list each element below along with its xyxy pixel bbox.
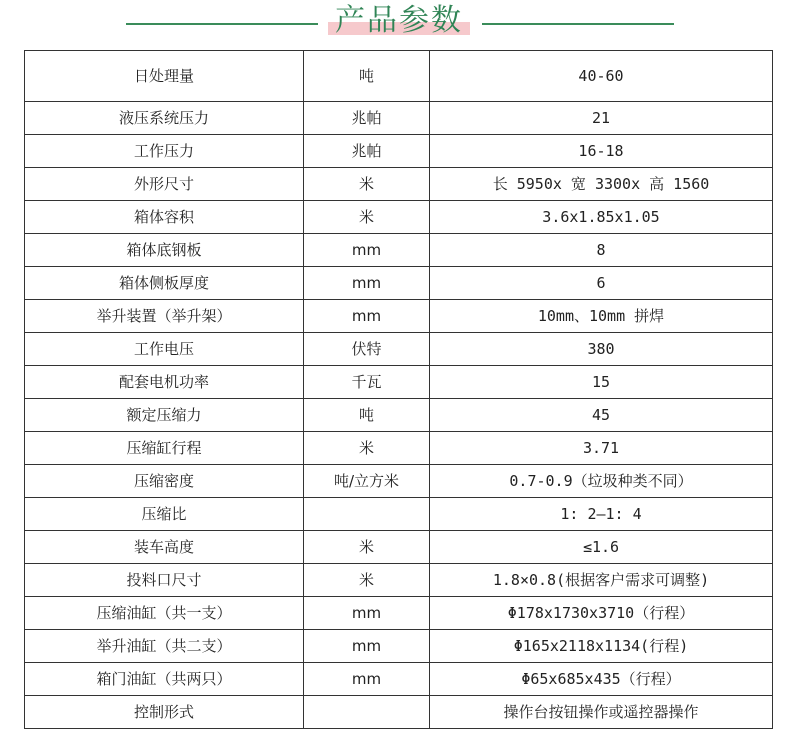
header-divider-left xyxy=(126,23,318,25)
param-unit: 米 xyxy=(304,564,430,597)
param-name: 箱体容积 xyxy=(25,201,304,234)
param-name: 举升油缸（共二支） xyxy=(25,630,304,663)
param-unit: 吨 xyxy=(304,399,430,432)
table-row xyxy=(25,51,773,102)
param-unit xyxy=(304,498,430,531)
param-value: 21 xyxy=(430,102,773,135)
table-row xyxy=(25,201,773,234)
param-value: 3.6x1.85x1.05 xyxy=(430,201,773,234)
param-name: 日处理量 xyxy=(25,51,304,102)
param-unit: 伏特 xyxy=(304,333,430,366)
param-value: Φ165x2118x1134(行程) xyxy=(430,630,773,663)
param-value: 长 5950x 宽 3300x 高 1560 xyxy=(430,168,773,201)
table-row xyxy=(25,696,773,729)
param-value: 16-18 xyxy=(430,135,773,168)
param-unit: 米 xyxy=(304,168,430,201)
table-row xyxy=(25,267,773,300)
param-name: 液压系统压力 xyxy=(25,102,304,135)
param-name: 额定压缩力 xyxy=(25,399,304,432)
table-row xyxy=(25,465,773,498)
param-value: 操作台按钮操作或遥控器操作 xyxy=(430,696,773,729)
param-value: 45 xyxy=(430,399,773,432)
table-row xyxy=(25,498,773,531)
param-unit: 兆帕 xyxy=(304,135,430,168)
param-name: 配套电机功率 xyxy=(25,366,304,399)
table-row xyxy=(25,399,773,432)
table-row xyxy=(25,234,773,267)
param-value: 1.8×0.8(根据客户需求可调整) xyxy=(430,564,773,597)
param-name: 装车高度 xyxy=(25,531,304,564)
param-value: 3.71 xyxy=(430,432,773,465)
param-value: 1: 2—1: 4 xyxy=(430,498,773,531)
param-name: 外形尺寸 xyxy=(25,168,304,201)
param-value: 15 xyxy=(430,366,773,399)
table-row xyxy=(25,333,773,366)
param-value: 8 xyxy=(430,234,773,267)
param-value: 40-60 xyxy=(430,51,773,102)
spec-table xyxy=(24,50,773,729)
table-row xyxy=(25,597,773,630)
param-unit: mm xyxy=(304,597,430,630)
param-unit xyxy=(304,696,430,729)
param-unit: mm xyxy=(304,630,430,663)
table-row xyxy=(25,663,773,696)
param-name: 举升装置（举升架） xyxy=(25,300,304,333)
param-unit: mm xyxy=(304,300,430,333)
param-name: 投料口尺寸 xyxy=(25,564,304,597)
section-header xyxy=(0,0,800,44)
param-name: 控制形式 xyxy=(25,696,304,729)
param-unit: 米 xyxy=(304,201,430,234)
param-unit: mm xyxy=(304,234,430,267)
table-row xyxy=(25,135,773,168)
param-value: Φ65x685x435（行程） xyxy=(430,663,773,696)
param-name: 工作电压 xyxy=(25,333,304,366)
param-value: 380 xyxy=(430,333,773,366)
param-value: 0.7-0.9（垃圾种类不同） xyxy=(430,465,773,498)
table-row xyxy=(25,531,773,564)
table-row xyxy=(25,300,773,333)
table-row xyxy=(25,564,773,597)
table-row xyxy=(25,366,773,399)
table-row xyxy=(25,432,773,465)
param-name: 压缩比 xyxy=(25,498,304,531)
param-name: 工作压力 xyxy=(25,135,304,168)
param-unit: 米 xyxy=(304,531,430,564)
param-unit: mm xyxy=(304,663,430,696)
table-row xyxy=(25,630,773,663)
param-unit: mm xyxy=(304,267,430,300)
param-unit: 米 xyxy=(304,432,430,465)
page-title: 产品参数 xyxy=(335,3,463,38)
param-value: 10mm、10mm 拼焊 xyxy=(430,300,773,333)
param-unit: 千瓦 xyxy=(304,366,430,399)
param-name: 箱体侧板厚度 xyxy=(25,267,304,300)
param-name: 压缩密度 xyxy=(25,465,304,498)
param-unit: 兆帕 xyxy=(304,102,430,135)
param-value: 6 xyxy=(430,267,773,300)
param-name: 压缩油缸（共一支） xyxy=(25,597,304,630)
param-unit: 吨/立方米 xyxy=(304,465,430,498)
table-row xyxy=(25,102,773,135)
param-name: 箱体底钢板 xyxy=(25,234,304,267)
param-value: ≤1.6 xyxy=(430,531,773,564)
param-value: Φ178x1730x3710（行程） xyxy=(430,597,773,630)
param-unit: 吨 xyxy=(304,51,430,102)
header-divider-right xyxy=(482,23,674,25)
table-row xyxy=(25,168,773,201)
param-name: 箱门油缸（共两只） xyxy=(25,663,304,696)
param-name: 压缩缸行程 xyxy=(25,432,304,465)
